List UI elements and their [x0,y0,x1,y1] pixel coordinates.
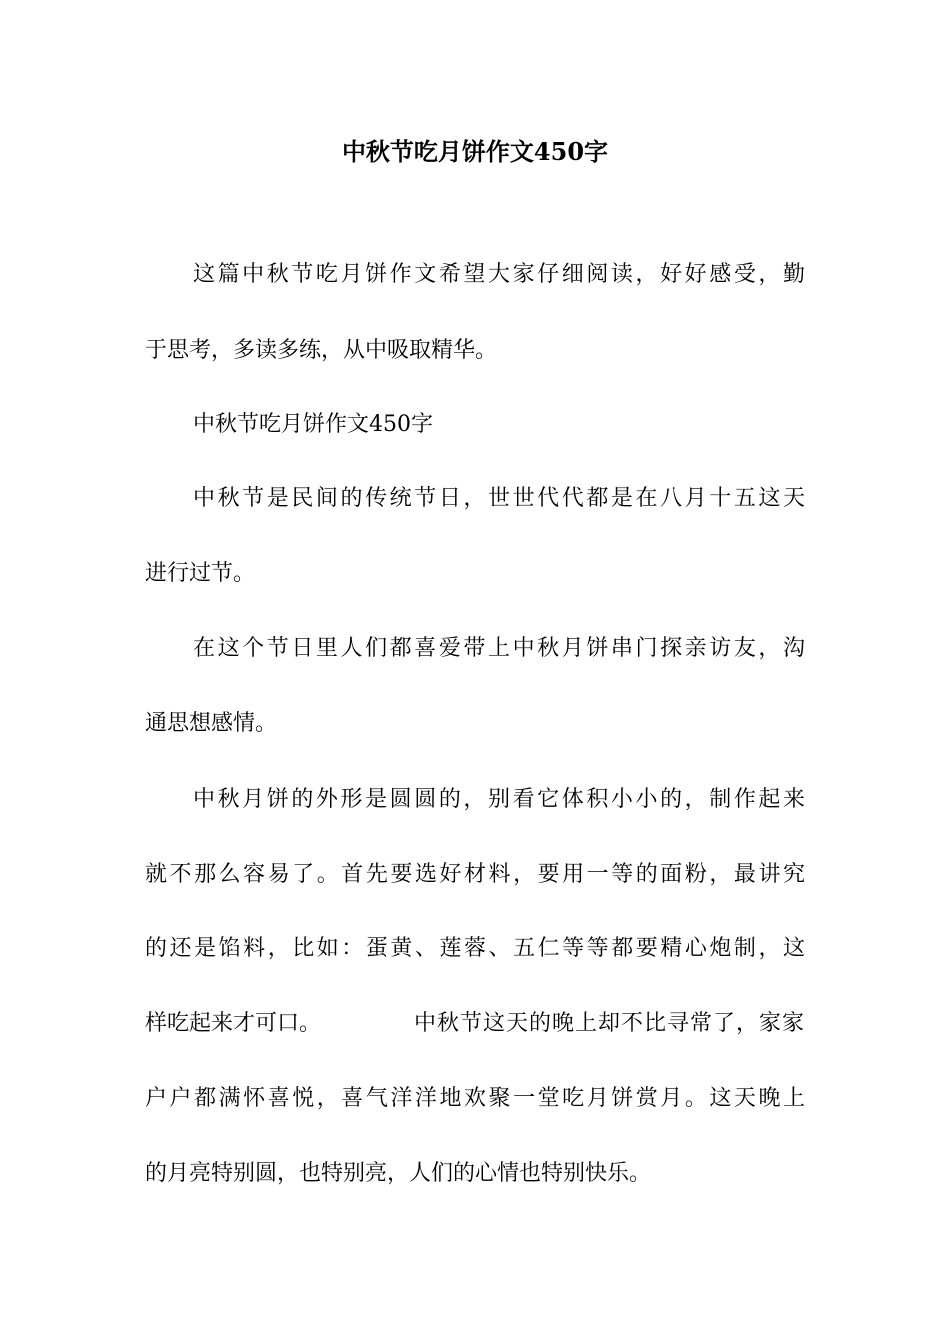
paragraph-segment: 中秋节这天的晚上却不比寻常了，家家 [413,1011,805,1036]
paragraph-line: 中秋月饼的外形是圆圆的，别看它体积小小的，制作起来 [193,787,805,812]
paragraph-line: 于思考，多读多练，从中吸取精华。 [145,338,498,363]
paragraph-line: 中秋节吃月饼作文450字 [193,412,433,437]
paragraph-line: 的月亮特别圆，也特别亮，人们的心情也特别快乐。 [145,1161,652,1186]
paragraph-line: 进行过节。 [145,561,256,586]
paragraph-line: 就不那么容易了。首先要选好材料，要用一等的面粉，最讲究 [145,862,805,887]
paragraph-line: 通思想感情。 [145,711,278,736]
paragraph-line: 中秋节是民间的传统节日，世世代代都是在八月十五这天 [193,486,805,511]
document-title: 中秋节吃月饼作文450字 [341,137,609,166]
paragraph-line: 的还是馅料，比如：蛋黄、莲蓉、五仁等等都要精心炮制，这 [145,936,805,961]
paragraph-segment: 样吃起来才可口。 [145,1011,322,1036]
paragraph-line: 这篇中秋节吃月饼作文希望大家仔细阅读，好好感受，勤 [193,262,805,287]
paragraph-line: 户户都满怀喜悦，喜气洋洋地欢聚一堂吃月饼赏月。这天晚上 [145,1086,805,1111]
paragraph-line-split [145,1009,805,1039]
paragraph-line: 在这个节日里人们都喜爱带上中秋月饼串门探亲访友，沟 [193,636,805,661]
